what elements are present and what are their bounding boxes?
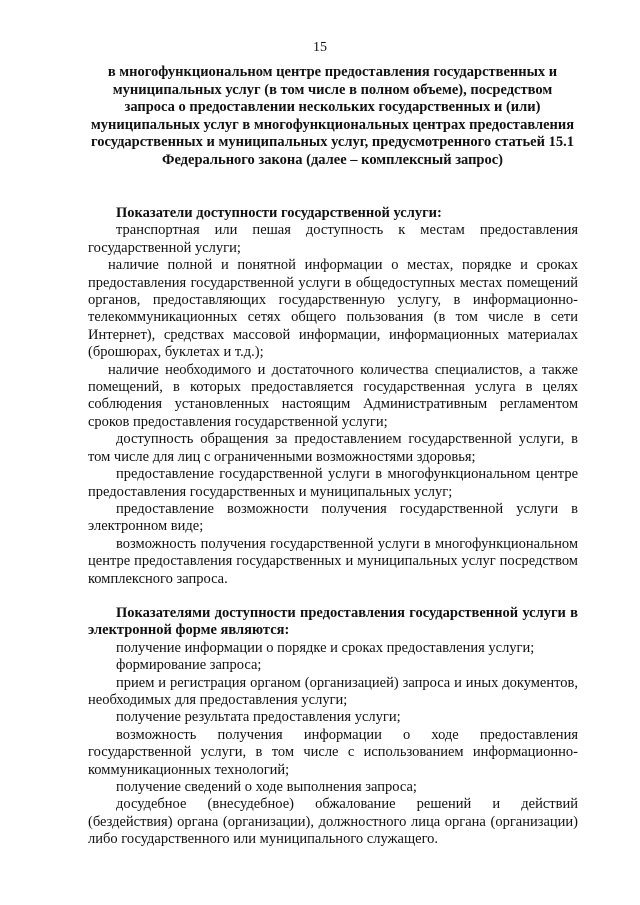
section1-item: предоставление государственной услуги в многофункциональном центре предоставления государственных и муниципальных услуг;	[88, 466, 578, 500]
section2-item: получение сведений о ходе выполнения запроса;	[116, 779, 417, 795]
section1-item: наличие полной и понятной информации о местах, порядке и сроках предоставления государственной услуги в общедоступных местах помещений органов, предоставляющих государственную услугу, в информационно-телекоммуникационных сетях общего пользования (в том числе в сети Интернет), средствах массовой информации, информационных материалах (брошюрах, буклетах и т.д.);	[88, 257, 578, 361]
section2-item: получение информации о порядке и сроках предоставления услуги;	[116, 639, 535, 656]
section2-heading: Показателями доступности предоставления государственной услуги в электронной форме являются:	[88, 604, 578, 639]
section1-item: предоставление возможности получения государственной услуги в электронном виде;	[88, 500, 578, 535]
section1-heading: Показатели доступности государственной услуги:	[116, 205, 442, 221]
section2-item: получение результата предоставления услуги;	[116, 709, 401, 726]
document-body	[88, 205, 578, 849]
section2-item: прием и регистрация органом (организацией) запроса и иных документов, необходимых для предоставления услуги;	[88, 674, 578, 708]
section1-item: доступность обращения за предоставлением государственной услуги, в том числе для лиц с ограниченными возможностями здоровья;	[88, 431, 578, 465]
section-title: в многофункциональном центре предоставления государственных и муниципальных услуг (в том числе в полном объеме), посредством запроса о предоставлении нескольких государственных и (или) муниципальных услуг в многофункциональных центрах предоставления государственных и муниципальных услуг, предусмотренного статьей 15.1 Федерального закона (далее – комплексный запрос)	[90, 64, 575, 168]
page-number: 15	[313, 40, 327, 55]
paragraph-gap	[88, 588, 578, 605]
section2-item: формирование запроса;	[116, 657, 262, 674]
section2-item: досудебное (внесудебное) обжалование решений и действий (бездействия) органа (организации), должностного лица органа (организации) либо государственного или муниципального служащего.	[88, 796, 578, 848]
section1-item: транспортная или пешая доступность к местам предоставления государственной услуги;	[88, 222, 578, 256]
section1-item: наличие необходимого и достаточного количества специалистов, а также помещений, в которых предоставляется государственная услуга в целях соблюдения установленных настоящим Административным регламентом сроков предоставления государственной услуги;	[88, 361, 578, 430]
section1-item: возможность получения государственной услуги в многофункциональном центре предоставления государственных и муниципальных услуг посредством комплексного запроса.	[88, 535, 578, 587]
section2-item: возможность получения информации о ходе предоставления государственной услуги, в том числе с использованием информационно-коммуникационных технологий;	[88, 726, 578, 778]
